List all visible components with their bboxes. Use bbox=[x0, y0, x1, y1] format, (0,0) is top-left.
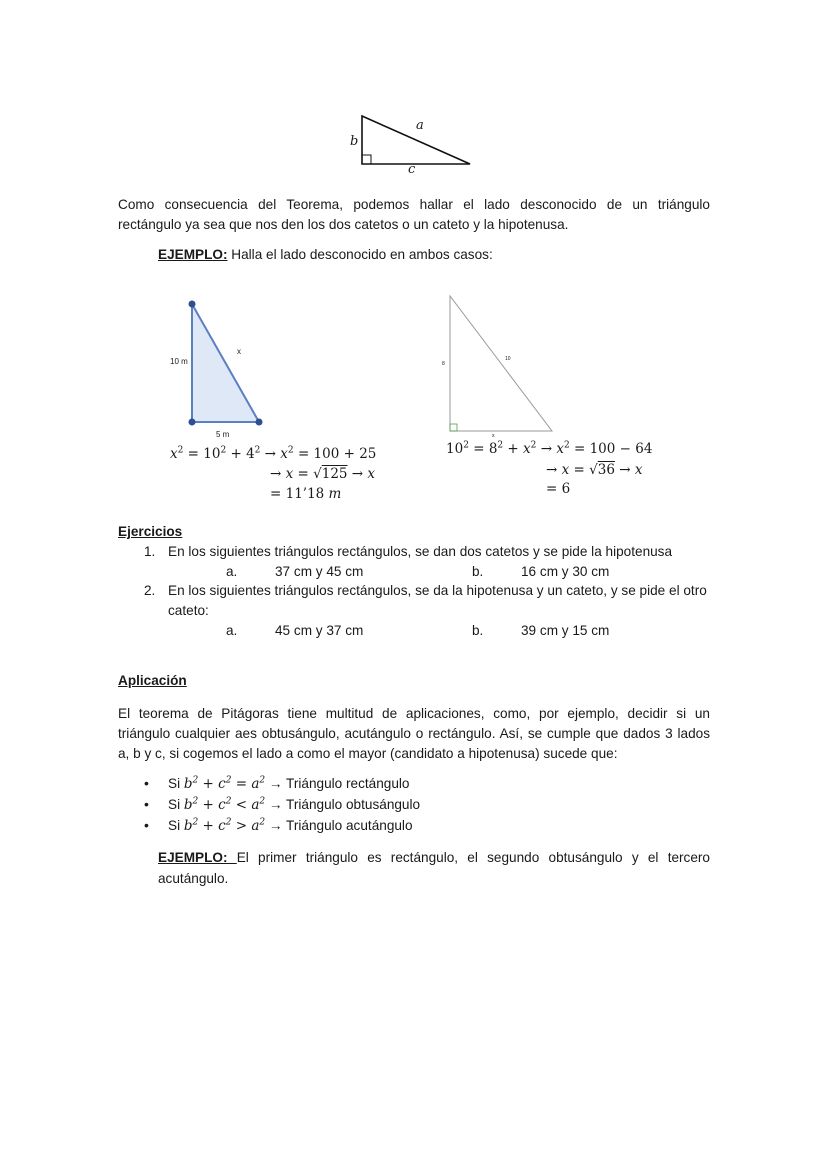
left-eq-1: $x^2 = 10^2 + 4^2 \to x^2 = 100 + 25$ bbox=[170, 445, 377, 462]
left-label-x: x bbox=[237, 347, 241, 356]
top-right-angle-mark bbox=[362, 155, 371, 164]
right-right-angle-mark bbox=[450, 424, 457, 431]
top-label-c: c bbox=[408, 162, 416, 177]
right-eq-3: = 6 bbox=[546, 481, 571, 497]
application-line-2: triángulo cualquier aes obtusángulo, acutángulo o rectángulo. Así, se cumple que dados 3 lados bbox=[118, 726, 710, 741]
right-eq-2: → x = √36 → x bbox=[546, 462, 643, 478]
application-heading: Aplicación bbox=[118, 673, 187, 688]
exercise-1-number: 1. bbox=[144, 544, 156, 559]
right-label-hyp: 10 bbox=[505, 356, 511, 362]
intro-line-2: rectángulo ya sea que nos den los dos catetos o un cateto y la hipotenusa. bbox=[118, 217, 569, 232]
right-eq-1: $10^2 = 8^2 + x^2 \to x^2 = 100 - 64$ bbox=[446, 440, 653, 457]
exercise-2a-label: a. bbox=[226, 623, 238, 638]
bullet-dot-2: • bbox=[144, 796, 149, 812]
intro-line-1: Como consecuencia del Teorema, podemos hallar el lado desconocido de un triángulo bbox=[118, 197, 710, 212]
bullet-item-2: Si $b^2 + c^2 < a^2$ → Triángulo obtusángulo bbox=[168, 796, 421, 813]
example2-label: EJEMPLO: bbox=[158, 850, 237, 865]
left-eq-3: = 11’18 m bbox=[270, 486, 342, 502]
right-triangle-figure bbox=[440, 290, 560, 440]
exercise-1a-value: 37 cm y 45 cm bbox=[275, 564, 364, 579]
exercise-2a-value: 45 cm y 37 cm bbox=[275, 623, 364, 638]
left-triangle-shape bbox=[192, 304, 259, 422]
left-vertex-bottom-right bbox=[256, 419, 263, 426]
top-label-b: b bbox=[350, 134, 359, 149]
example2-line-2: acutángulo. bbox=[158, 871, 229, 886]
exercise-1b-value: 16 cm y 30 cm bbox=[521, 564, 610, 579]
exercise-2-number: 2. bbox=[144, 583, 156, 598]
exercise-2-text-line2: cateto: bbox=[168, 603, 209, 618]
example2-line-1 bbox=[158, 850, 710, 865]
exercise-1-text: En los siguientes triángulos rectángulos, se dan dos catetos y se pide la hipotenusa bbox=[168, 544, 673, 559]
application-line-3: a, b y c, si cogemos el lado a como el mayor (candidato a hipotenusa) sucede que: bbox=[118, 746, 618, 761]
top-label-a: a bbox=[416, 118, 424, 133]
application-line-1: El teorema de Pitágoras tiene multitud de aplicaciones, como, por ejemplo, decidir si un bbox=[118, 706, 710, 721]
right-label-x: x bbox=[492, 433, 495, 439]
left-vertex-top bbox=[189, 301, 196, 308]
bullet-dot-1: • bbox=[144, 775, 149, 791]
right-triangle-shape bbox=[450, 296, 552, 431]
left-label-base: 5 m bbox=[216, 430, 230, 439]
exercises-heading: Ejercicios bbox=[118, 524, 183, 539]
bullet-dot-3: • bbox=[144, 817, 149, 833]
bullet-item-1: Si $b^2 + c^2 = a^2$ → Triángulo rectángulo bbox=[168, 775, 410, 792]
exercise-2b-label: b. bbox=[472, 623, 484, 638]
example1-label: EJEMPLO: bbox=[158, 247, 228, 262]
example2-text-1: El primer triángulo es rectángulo, el segundo obtusángulo y el tercero bbox=[236, 850, 710, 865]
exercise-2b-value: 39 cm y 15 cm bbox=[521, 623, 610, 638]
example1-text: Halla el lado desconocido en ambos casos: bbox=[227, 247, 493, 262]
right-label-side: 8 bbox=[442, 361, 445, 367]
bullet-item-3: Si $b^2 + c^2 > a^2$ → Triángulo acutángulo bbox=[168, 817, 413, 834]
example1 bbox=[158, 247, 493, 262]
exercise-1b-label: b. bbox=[472, 564, 484, 579]
left-label-height: 10 m bbox=[170, 357, 188, 366]
exercise-1a-label: a. bbox=[226, 564, 238, 579]
left-vertex-bottom-left bbox=[189, 419, 196, 426]
left-eq-2: → x = √125 → x bbox=[270, 466, 376, 482]
exercise-2-text-line1: En los siguientes triángulos rectángulos, se da la hipotenusa y un cateto, y se pide el otro bbox=[168, 583, 707, 598]
